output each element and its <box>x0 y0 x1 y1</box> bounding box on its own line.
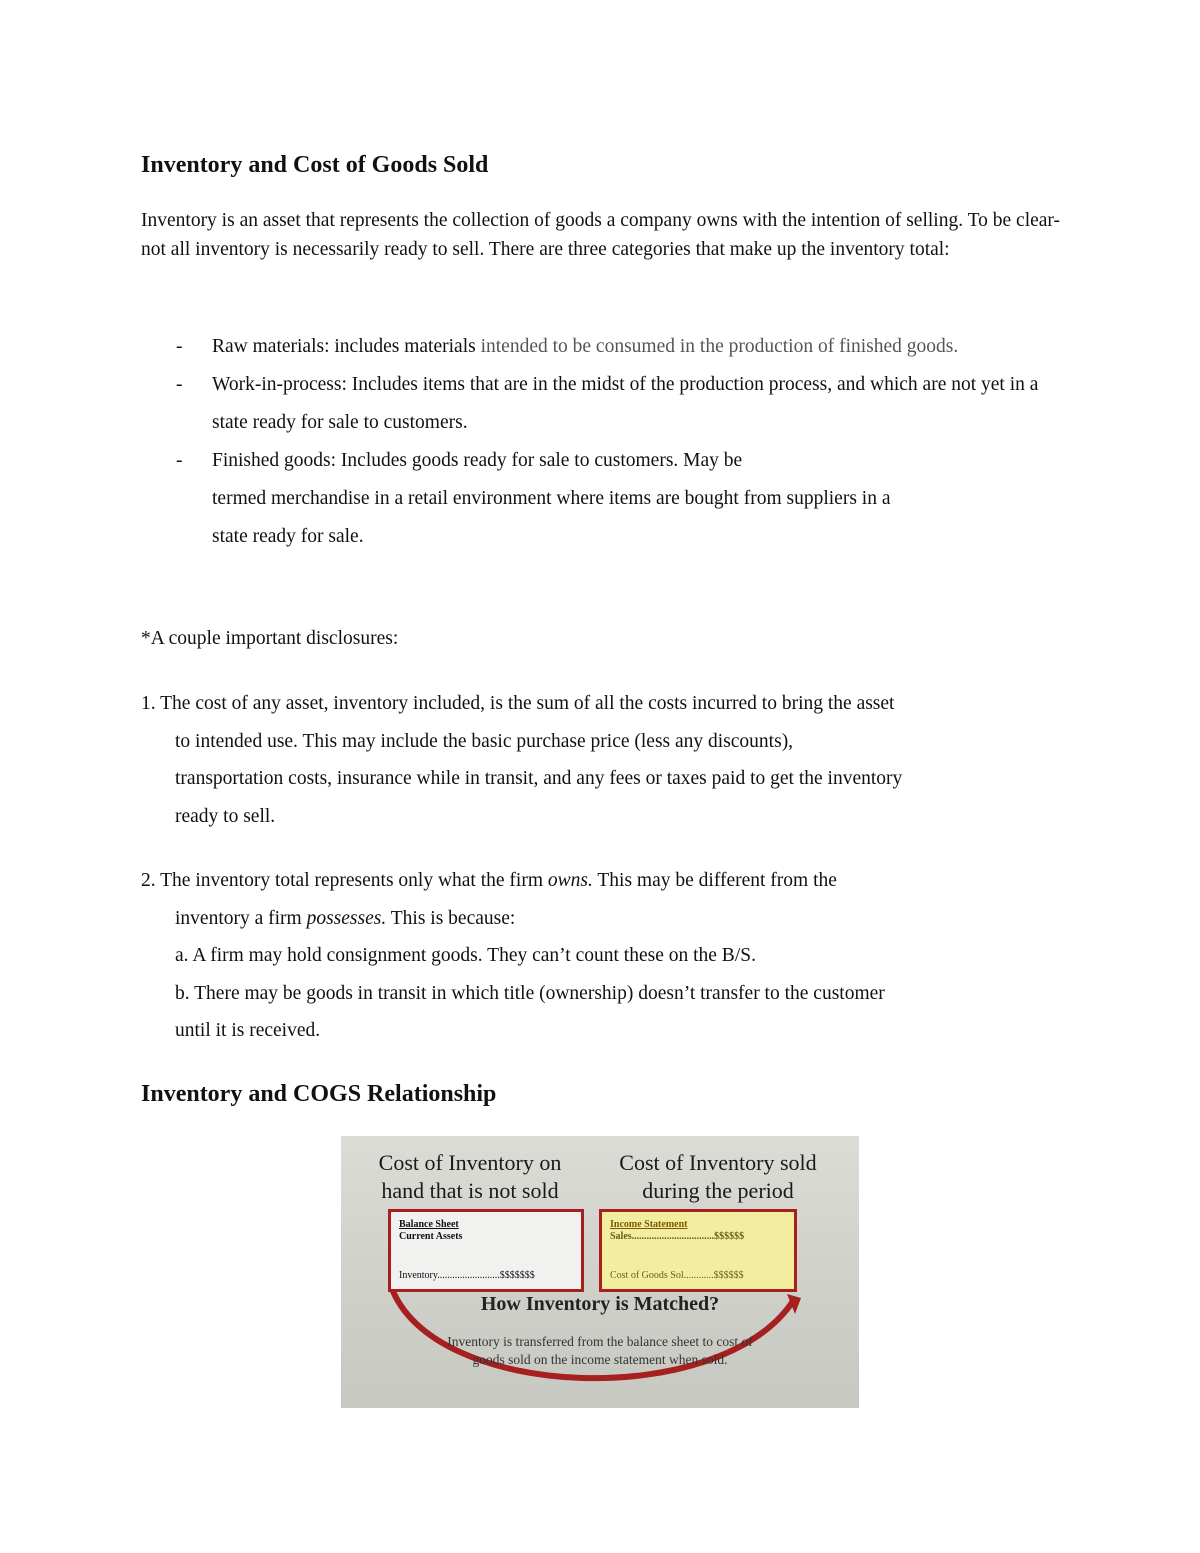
disclosure-item-2 <box>141 862 1071 1050</box>
item2-line-1: 2. The inventory total represents only what the firm owns. This may be different from the <box>141 870 837 891</box>
section-title-cogs: Inventory and COGS Relationship <box>141 1081 497 1107</box>
work-in-process-text: Work-in-process: Includes items that are in the midst of the production process, and which are not yet in a state ready for sale to customers. <box>212 374 1039 433</box>
finished-goods-line-3: state ready for sale. <box>212 526 364 547</box>
right-figure-heading: Cost of Inventory sold during the period <box>619 1150 817 1203</box>
page-title: Inventory and Cost of Goods Sold <box>141 152 489 178</box>
list-item <box>172 366 1072 442</box>
list-item <box>172 442 1072 556</box>
bullet-dash: - <box>176 336 183 357</box>
bullet-dash: - <box>176 374 183 395</box>
finished-goods-line-1: Finished goods: Includes goods ready for sale to customers. May be <box>212 450 743 471</box>
finished-goods-line-2: termed merchandise in a retail environment where items are bought from suppliers in a <box>212 488 891 509</box>
inventory-categories-list <box>172 328 1072 556</box>
item2-sub-a: a. A firm may hold consignment goods. They can’t count these on the B/S. <box>175 945 756 966</box>
inventory-line: Inventory.........................$$$$$$$ <box>399 1270 535 1281</box>
sales-line: Sales.................................$$$$$$ <box>610 1231 745 1242</box>
list-item <box>172 328 1072 366</box>
balance-sheet-title: Balance Sheet <box>399 1219 459 1230</box>
intro-paragraph: Inventory is an asset that represents the collection of goods a company owns with the intention of selling. To be clear- not all inventory is necessarily ready to sell. There are three categories that make up the inventory total: <box>141 210 1061 260</box>
matching-description: Inventory is transferred from the balance sheet to cost of goods sold on the income statement when sold. <box>447 1334 753 1367</box>
balance-sheet-box <box>388 1209 584 1292</box>
matching-title: How Inventory is Matched? <box>480 1293 720 1315</box>
item2-sub-b-line-2: until it is received. <box>175 1020 321 1041</box>
inventory-cogs-figure <box>341 1136 859 1408</box>
item1-line-4: ready to sell. <box>175 805 276 827</box>
left-figure-heading: Cost of Inventory on hand that is not sold <box>378 1150 562 1203</box>
income-statement-box <box>599 1209 797 1292</box>
raw-materials-text: Raw materials: includes materials <box>212 336 481 357</box>
bullet-dash: - <box>176 450 183 471</box>
disclosures-label: *A couple important disclosures: <box>141 628 399 649</box>
cogs-line: Cost of Goods Sol............$$$$$$ <box>610 1270 744 1281</box>
disclosure-item-1 <box>141 685 1071 835</box>
item2-sub-b-line-1: b. There may be goods in transit in which title (ownership) doesn’t transfer to the customer <box>175 982 885 1004</box>
raw-materials-text-cont: intended to be consumed in the production of finished goods. <box>480 336 959 357</box>
item1-line-2: to intended use. This may include the basic purchase price (less any discounts), <box>175 730 794 752</box>
current-assets-label: Current Assets <box>399 1231 463 1242</box>
item1-line-3: transportation costs, insurance while in transit, and any fees or taxes paid to get the inventory <box>175 768 903 789</box>
item2-line-2: inventory a firm possesses. This is because: <box>175 907 516 929</box>
item1-line-1: 1. The cost of any asset, inventory included, is the sum of all the costs incurred to bring the asset <box>141 693 895 714</box>
income-statement-title: Income Statement <box>610 1219 688 1230</box>
